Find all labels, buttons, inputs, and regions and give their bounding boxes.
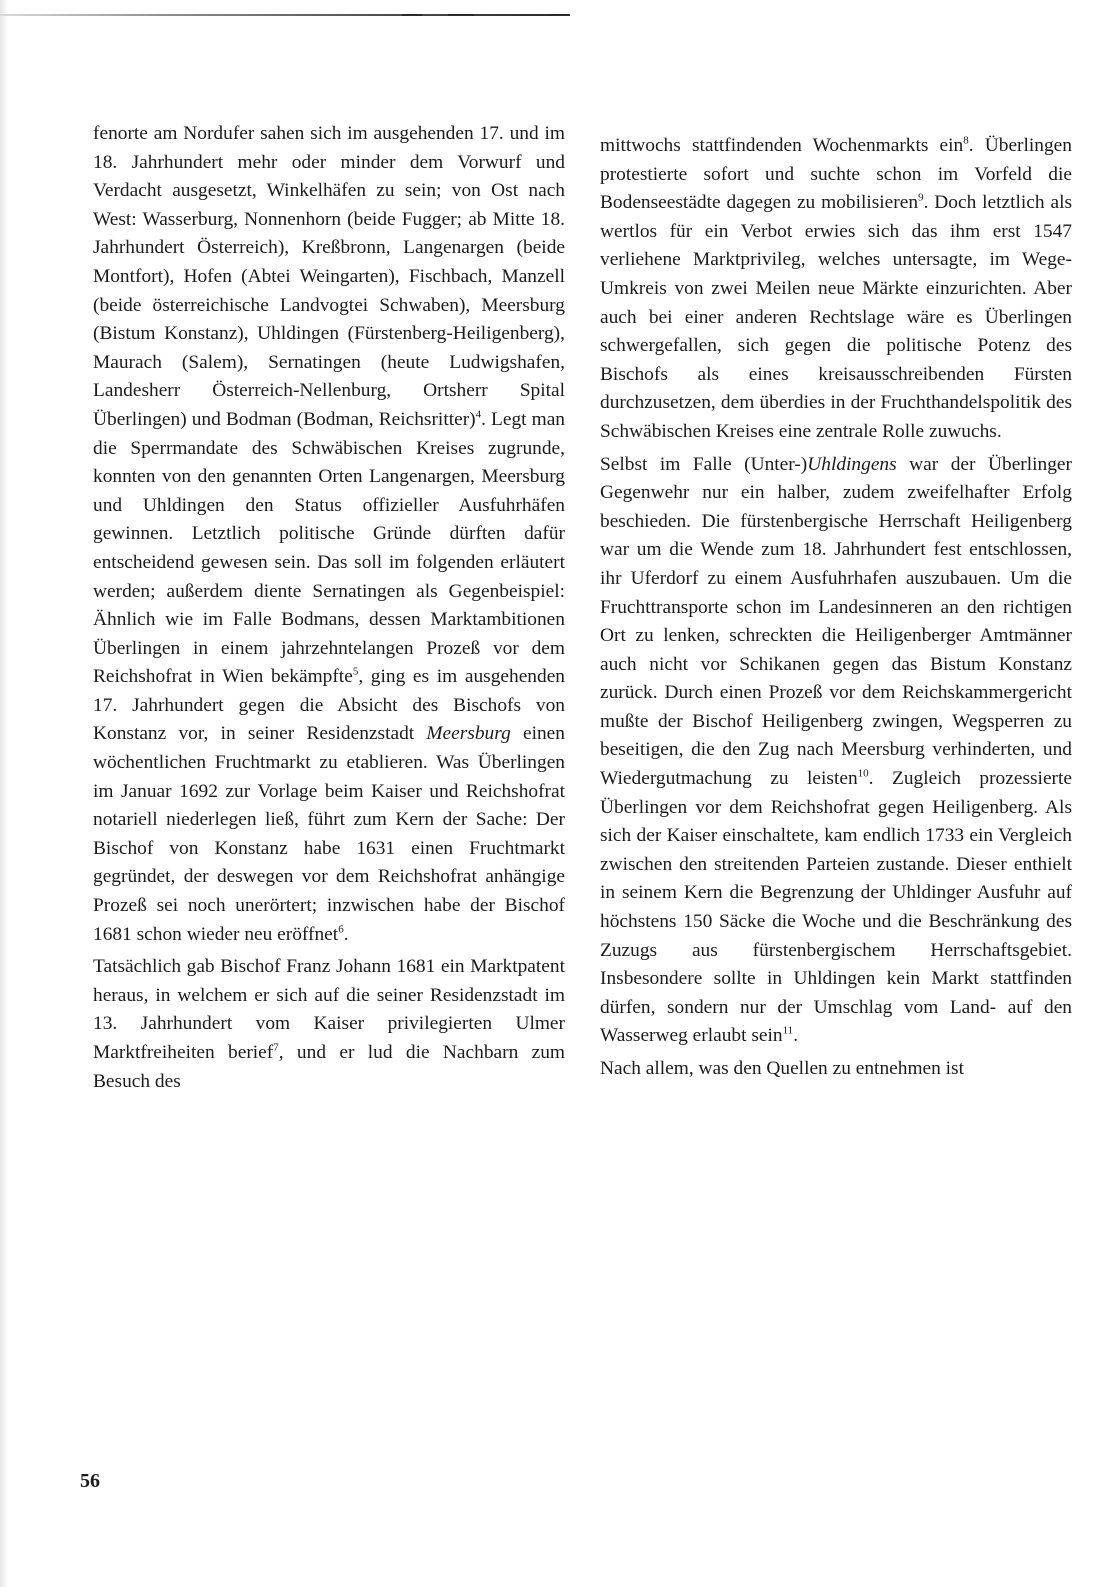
text-run: , und er lud die Nachbarn zum Besuch des bbox=[93, 1042, 565, 1092]
scan-header-dash bbox=[548, 14, 562, 16]
place-name-italic: Meersburg bbox=[426, 723, 511, 745]
scan-edge-shadow bbox=[0, 0, 8, 1587]
text-run: fenorte am Nordufer sahen sich im ausgehenden 17. und im 18. Jahrhundert mehr oder minder dem Vorwurf und Verdacht ausgesetzt, Winkelhäfen zu sein; von Ost nach West: Wasserburg, Nonnenhorn (beide Fugger; ab Mitte 18. Jahrhundert Österreich), Kreßbronn, Langenargen (beide Montfort), Hofen (Abtei Weingarten), Fischbach, Manzell (beide österreichische Landvogtei Schwaben), Meersburg (Bistum Konstanz), Uhldingen (Fürstenberg-Heiligenberg), Maurach (Salem), Sernatingen (heute Ludwigshafen, Landesherr Österreich-Nellenburg, Ortsherr Spital Überlingen) und Bodman (Bodman, Reichsritter) bbox=[93, 123, 565, 430]
paragraph bbox=[93, 953, 565, 1096]
place-name-italic: Uhldingens bbox=[807, 453, 897, 475]
text-run: . bbox=[793, 1025, 799, 1047]
footnote-ref: 11 bbox=[782, 1024, 794, 1037]
paragraph bbox=[600, 1055, 1072, 1084]
footnote-ref: 10 bbox=[857, 767, 869, 780]
scan-header-rule bbox=[0, 14, 570, 16]
footnote-ref: 6 bbox=[338, 923, 344, 936]
text-run: , ging es im ausgehenden 17. Jahrhundert gegen die Absicht des Bischofs von Konstanz vor, in seiner Residenzstadt bbox=[93, 666, 565, 745]
text-run: Nach allem, was den Quellen zu entnehmen ist bbox=[600, 1058, 964, 1079]
text-run: . Doch letztlich als wertlos für ein Verbot erwies sich das ihm erst 1547 verliehene Marktprivileg, welches untersagte, im Wege-Umkreis von zwei Meilen neue Märkte einzurichten. Aber auch bei einer anderen Rechtslage wäre es Überlingen schwergefallen, sich gegen die politische Potenz des Bischofs als eines kreisausschreibenden Fürsten durchzusetzen, dem überdies in der Fruchthandelspolitik des Schwäbischen Kreises eine zentrale Rolle zuwuchs. bbox=[600, 192, 1072, 442]
text-run: . bbox=[343, 923, 349, 945]
footnote-ref: 5 bbox=[352, 665, 359, 678]
footnote-ref: 9 bbox=[918, 191, 924, 204]
paragraph bbox=[600, 132, 1072, 447]
text-run: Selbst im Falle (Unter-) bbox=[600, 453, 808, 475]
footnote-ref: 7 bbox=[273, 1041, 279, 1054]
text-run: einen wöchentlichen Fruchtmarkt zu etablieren. Was Überlingen im Januar 1692 zur Vorlage beim Kaiser und Reichshofrat notariell niederlegen ließ, führt zum Kern der Sache: Der Bischof von Konstanz habe 1631 einen Fruchtmarkt gegründet, der deswegen vor dem Reichshofrat anhängige Prozeß sei noch unerörtert; inzwischen habe der Bischof 1681 schon wieder neu eröffnet bbox=[93, 723, 565, 945]
left-text-column bbox=[93, 120, 565, 1100]
paragraph bbox=[93, 120, 565, 949]
scan-header-dash bbox=[402, 14, 422, 16]
paragraph bbox=[600, 451, 1072, 1051]
page-number: 56 bbox=[80, 1470, 100, 1492]
scan-header-dash bbox=[448, 14, 474, 16]
footnote-ref: 4 bbox=[475, 408, 482, 421]
text-run: . Legt man die Sperrmandate des Schwäbischen Kreises zugrunde, konnten von den genannten Orten Langenargen, Meersburg und Uhldingen den Status offizieller Ausfuhrhäfen gewinnen. Letztlich politische Gründe dürften dafür entscheidend gewesen sein. Das soll im folgenden erläutert werden; außerdem diente Sernatingen als Gegenbeispiel: Ähnlich wie im Falle Bodmans, dessen Marktambitionen Überlingen in einem jahrzehntelangen Prozeß vor dem Reichshofrat in Wien bekämpfte bbox=[93, 408, 565, 688]
right-text-column bbox=[600, 132, 1072, 1088]
text-run: . Zugleich prozessierte Überlingen vor dem Reichshofrat gegen Heiligenberg. Als sich der Kaiser einschaltete, kam endlich 1733 ein Vergleich zwischen den streitenden Parteien zustande. Dieser enthielt in seinem Kern die Begrenzung der Uhldinger Ausfuhr auf höchstens 150 Säcke die Woche und die Beschränkung des Zuzugs aus fürstenbergischem Herrschaftsgebiet. Insbesondere sollte in Uhldingen kein Markt stattfinden dürfen, sondern nur der Umschlag vom Land- auf den Wasserweg erlaubt sein bbox=[600, 768, 1072, 1047]
text-run: mittwochs stattfindenden Wochenmarkts ein bbox=[600, 135, 964, 156]
text-run: war der Überlinger Gegenwehr nur ein halber, zudem zweifelhafter Erfolg beschieden. Die fürstenbergische Herrschaft Heiligenberg war um die Wende zum 18. Jahrhundert fest entschlossen, ihr Uferdorf zu einem Ausfuhrhafen auszubauen. Um die Fruchttransporte schon im Landesinneren an den richtigen Ort zu lenken, schreckten die Heiligenberger Amtmänner auch nicht vor Schikanen gegen das Bistum Konstanz zurück. Durch einen Prozeß vor dem Reichskammergericht mußte der Bischof Heiligenberg zwingen, Wegsperren zu beseitigen, die den Zug nach Meersburg verhinderten, und Wiedergutmachung zu leisten bbox=[600, 453, 1072, 790]
text-run: . Überlingen protestierte sofort und suchte schon im Vorfeld die Bodenseestädte dagegen zu mobilisieren bbox=[600, 135, 1072, 214]
footnote-ref: 8 bbox=[963, 134, 969, 147]
text-run: Tatsächlich gab Bischof Franz Johann 1681 ein Marktpatent heraus, in welchem er sich auf die seiner Residenzstadt im 13. Jahrhundert vom Kaiser privilegierten Ulmer Marktfreiheiten berief bbox=[93, 956, 565, 1063]
